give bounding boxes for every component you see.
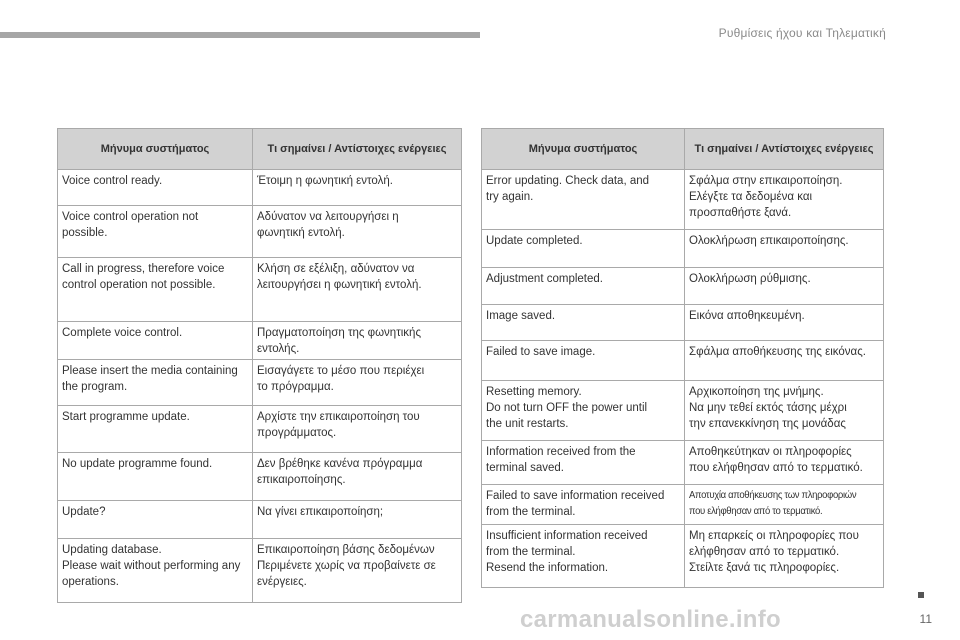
message-cell: Complete voice control.	[58, 322, 253, 360]
page-marker	[918, 592, 924, 598]
meaning-cell: Δεν βρέθηκε κανένα πρόγραμμα επικαιροποίησης.	[253, 453, 462, 501]
meaning-cell: Αρχίστε την επικαιροποίηση του προγράμματος.	[253, 406, 462, 453]
table-row	[58, 322, 462, 360]
message-cell: Updating database. Please wait without performing any operations.	[58, 539, 253, 603]
table-row	[482, 381, 884, 441]
message-cell: Voice control operation not possible.	[58, 206, 253, 258]
table-row	[58, 258, 462, 322]
message-cell: Voice control ready.	[58, 170, 253, 206]
table-row	[482, 341, 884, 381]
meaning-cell: Εικόνα αποθηκευμένη.	[685, 305, 884, 341]
table-row	[58, 539, 462, 603]
table-row	[58, 406, 462, 453]
table-body-right	[482, 170, 884, 588]
table-row	[482, 525, 884, 588]
table-row	[482, 441, 884, 485]
message-cell: Update completed.	[482, 230, 685, 268]
table-row	[58, 501, 462, 539]
message-cell: Insufficient information received from the terminal. Resend the information.	[482, 525, 685, 588]
message-cell: Call in progress, therefore voice control operation not possible.	[58, 258, 253, 322]
meaning-cell: Σφάλμα στην επικαιροποίηση. Ελέγξτε τα δεδομένα και προσπαθήστε ξανά.	[685, 170, 884, 230]
meaning-cell: Αδύνατον να λειτουργήσει η φωνητική εντολή.	[253, 206, 462, 258]
message-cell: Image saved.	[482, 305, 685, 341]
message-cell: Error updating. Check data, and try again.	[482, 170, 685, 230]
meaning-cell: Αποτυχία αποθήκευσης των πληροφοριών που ελήφθησαν από το τερματικό.	[685, 485, 884, 525]
table-header-row	[58, 129, 462, 170]
meaning-cell: Αποθηκεύτηκαν οι πληροφορίες που ελήφθησαν από το τερματικό.	[685, 441, 884, 485]
message-cell: Update?	[58, 501, 253, 539]
watermark: carmanualsonline.info	[520, 606, 782, 633]
meaning-cell: Επικαιροποίηση βάσης δεδομένων Περιμένετε χωρίς να προβαίνετε σε ενέργειες.	[253, 539, 462, 603]
message-cell: Information received from the terminal saved.	[482, 441, 685, 485]
table-body-left	[58, 170, 462, 603]
meaning-cell: Κλήση σε εξέλιξη, αδύνατον να λειτουργήσει η φωνητική εντολή.	[253, 258, 462, 322]
messages-table-left	[57, 128, 462, 603]
column-header-meaning: Τι σημαίνει / Αντίστοιχες ενέργειες	[685, 129, 884, 170]
table-row	[482, 268, 884, 305]
table-row	[58, 206, 462, 258]
section-title: Ρυθμίσεις ήχου και Τηλεματική	[718, 26, 886, 40]
meaning-cell: Πραγματοποίηση της φωνητικής εντολής.	[253, 322, 462, 360]
table-row	[482, 305, 884, 341]
meaning-cell: Μη επαρκείς οι πληροφορίες που ελήφθησαν από το τερματικό. Στείλτε ξανά τις πληροφορίες.	[685, 525, 884, 588]
table-row	[482, 170, 884, 230]
meaning-cell: Να γίνει επικαιροποίηση;	[253, 501, 462, 539]
message-cell: Adjustment completed.	[482, 268, 685, 305]
message-cell: Failed to save image.	[482, 341, 685, 381]
message-cell: Start programme update.	[58, 406, 253, 453]
column-header-meaning: Τι σημαίνει / Αντίστοιχες ενέργειες	[253, 129, 462, 170]
meaning-cell: Ολοκλήρωση επικαιροποίησης.	[685, 230, 884, 268]
page-number: 11	[919, 612, 932, 626]
column-header-message: Μήνυμα συστήματος	[482, 129, 685, 170]
column-header-message: Μήνυμα συστήματος	[58, 129, 253, 170]
meaning-cell: Εισαγάγετε το μέσο που περιέχει το πρόγραμμα.	[253, 360, 462, 406]
message-cell: No update programme found.	[58, 453, 253, 501]
table-row	[482, 485, 884, 525]
meaning-cell: Σφάλμα αποθήκευσης της εικόνας.	[685, 341, 884, 381]
table-row	[58, 170, 462, 206]
header-bar	[0, 32, 480, 38]
message-cell: Please insert the media containing the program.	[58, 360, 253, 406]
table-row	[58, 360, 462, 406]
table-row	[58, 453, 462, 501]
meaning-cell: Έτοιμη η φωνητική εντολή.	[253, 170, 462, 206]
meaning-cell: Αρχικοποίηση της μνήμης. Να μην τεθεί εκτός τάσης μέχρι την επανεκκίνηση της μονάδας	[685, 381, 884, 441]
messages-table-right	[481, 128, 884, 588]
meaning-cell: Ολοκλήρωση ρύθμισης.	[685, 268, 884, 305]
message-cell: Resetting memory. Do not turn OFF the power until the unit restarts.	[482, 381, 685, 441]
table-header-row	[482, 129, 884, 170]
message-cell: Failed to save information received from the terminal.	[482, 485, 685, 525]
table-row	[482, 230, 884, 268]
